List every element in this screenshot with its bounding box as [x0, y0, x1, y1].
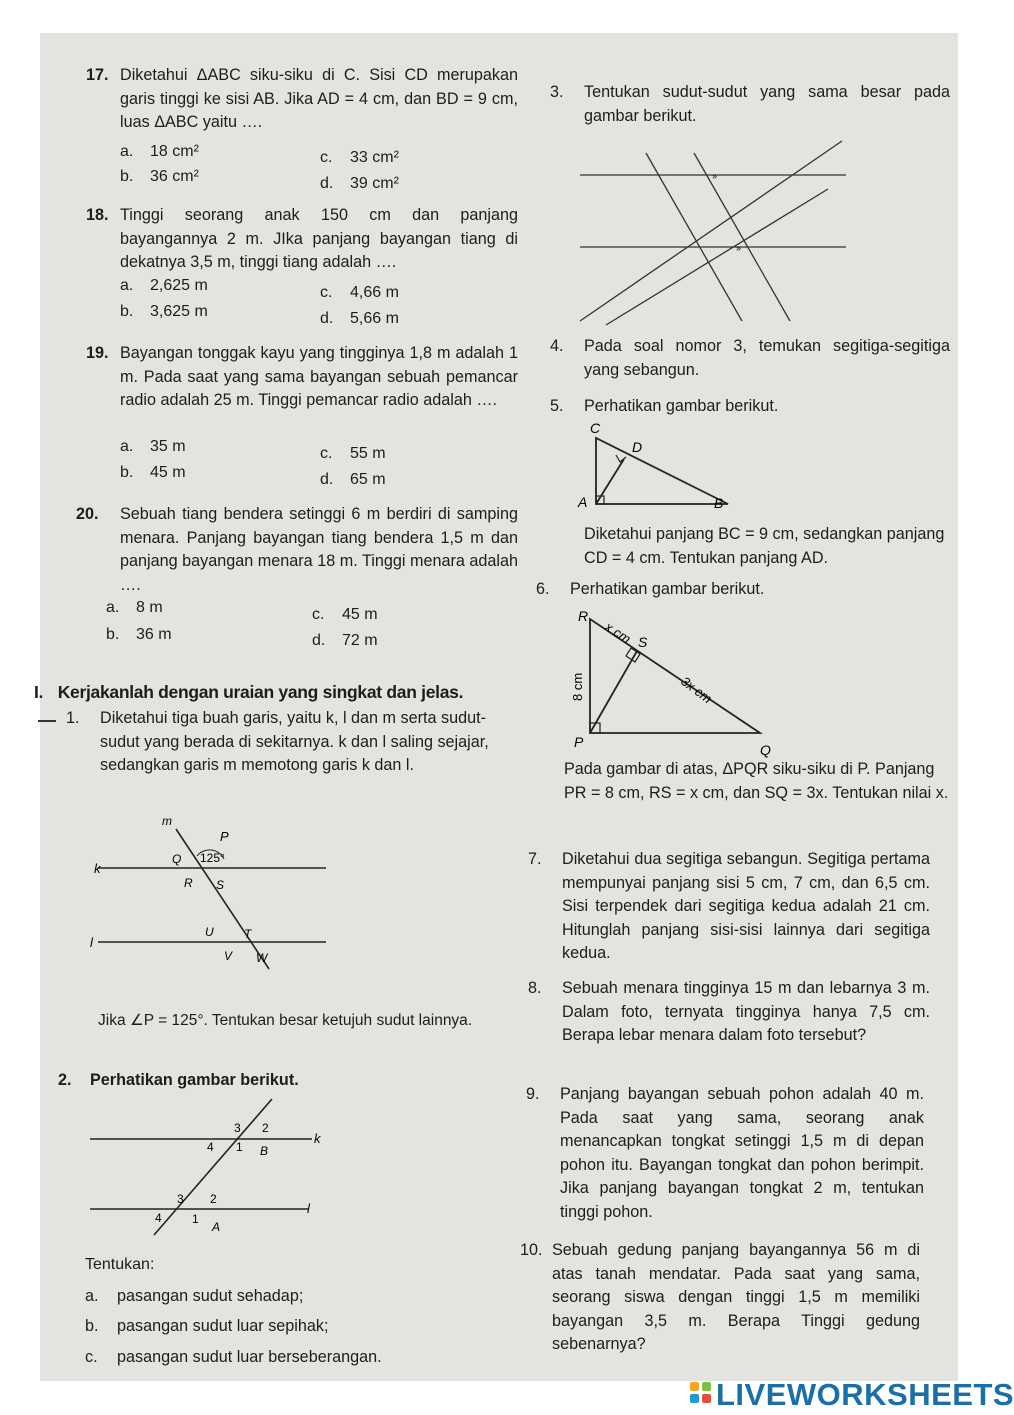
q20-option-d[interactable]: d. 72 m: [312, 632, 378, 649]
transversal: [154, 1099, 272, 1235]
label-4-top: 4: [207, 1140, 214, 1154]
label-4-bot: 4: [155, 1211, 162, 1225]
essay-question-1: 1. Diketahui tiga buah garis, yaitu k, l dan m serta sudut-sudut yang berada di sekitarnya. k dan l saling sejajar, sedangkan garis m memotong garis k dan l.: [66, 709, 489, 775]
q19-option-c[interactable]: c. 55 m: [320, 445, 386, 462]
label-W: W: [256, 951, 268, 965]
q17-option-c[interactable]: c. 33 cm²: [320, 149, 399, 166]
label-l: l: [90, 935, 93, 950]
label-1-bot: 1: [192, 1212, 199, 1226]
parallel-mark-2: »: [736, 243, 742, 253]
label-P: P: [220, 829, 229, 844]
segment-ps: [590, 651, 637, 733]
label-A: A: [578, 494, 588, 510]
label-l: l: [307, 1201, 310, 1216]
figure-triangle-abc: [570, 416, 750, 516]
essay-question-3: 3. Tentukan sudut-sudut yang sama besar pada gambar berikut.: [550, 83, 950, 125]
label-125: 125°: [200, 851, 225, 865]
q17-option-b[interactable]: b. 36 cm²: [120, 168, 199, 185]
label-k: k: [314, 1131, 321, 1146]
essay-question-6: 6. Perhatikan gambar berikut.: [536, 580, 765, 598]
label-A: A: [212, 1220, 221, 1234]
q18-option-c[interactable]: c. 4,66 m: [320, 284, 399, 301]
label-3-top: 3: [234, 1121, 241, 1135]
essay-question-7: 7. Diketahui dua segitiga sebangun. Segitiga pertama mempunyai panjang sisi 5 cm, 7 cm, dan 6,5 cm. Sisi terpendek dari segitiga kedua adalah 21 cm. Hitunglah panjang sisi-sisi lainnya dari segitiga kedua.: [528, 850, 930, 963]
label-m: m: [162, 814, 172, 828]
label-C: C: [590, 420, 601, 436]
question-17: 17. Diketahui ΔABC siku-siku di C. Sisi CD merupakan garis tinggi ke sisi AB. Jika AD = 4 cm, dan BD = 9 cm, luas ΔABC yaitu ….: [86, 66, 518, 132]
label-D: D: [632, 439, 643, 455]
figure-transversal-kl: [86, 1095, 376, 1245]
diagonal-2: [606, 189, 828, 325]
essay-question-2: 2. Perhatikan gambar berikut.: [58, 1071, 299, 1089]
q17-option-d[interactable]: d. 39 cm²: [320, 175, 399, 192]
q18-option-a[interactable]: a. 2,625 m: [120, 277, 208, 294]
liveworksheets-watermark: LIVEWORKSHEETS: [716, 1377, 1014, 1412]
question-18: 18. Tinggi seorang anak 150 cm dan panjang bayangannya 2 m. JIka panjang bayangan tiang di dekatnya 3,5 m, tinggi tiang adalah ….: [86, 206, 518, 272]
figure-triangle-pqr: [568, 605, 788, 760]
label-k: k: [94, 861, 101, 876]
q20-option-b[interactable]: b. 36 m: [106, 626, 172, 643]
label-8-cm: 8 cm: [570, 672, 585, 701]
label-1-top: 1: [236, 1140, 243, 1154]
worksheet-page: [34, 33, 958, 1381]
q2-item-c: c. pasangan sudut luar berseberangan.: [85, 1348, 382, 1366]
essay-q1-instruction: Jika ∠P = 125°. Tentukan besar ketujuh sudut lainnya.: [98, 1012, 473, 1029]
label-3x-cm: 3x cm: [678, 673, 715, 707]
label-3-bot: 3: [177, 1192, 184, 1206]
essay-question-8: 8. Sebuah menara tingginya 15 m dan lebarnya 3 m. Dalam foto, ternyata tingginya hanya 7,5 cm. Berapa lebar menara dalam foto tersebut?: [528, 979, 930, 1045]
section-heading: I. Kerjakanlah dengan uraian yang singkat dan jelas.: [34, 682, 464, 702]
label-Q: Q: [760, 742, 771, 758]
line-m: [176, 829, 269, 969]
parallel-mark-1: »: [712, 171, 718, 181]
q18-option-d[interactable]: d. 5,66 m: [320, 310, 399, 327]
essay-q5-given: Diketahui panjang BC = 9 cm, sedangkan panjang CD = 4 cm. Tentukan panjang AD.: [584, 525, 945, 567]
figure-parallel-lines-klm: [86, 811, 336, 976]
altitude-ad: [596, 459, 624, 504]
diagonal-1: [580, 141, 842, 321]
essay-question-10: 10. Sebuah gedung panjang bayangannya 56 m di atas tanah mendatar. Pada saat yang sama, seorang siswa dengan tinggi 1,5 m memiliki bayangan 3,5 m. Berapa Tinggi gedung sebenarnya?: [520, 1241, 920, 1354]
label-S: S: [638, 634, 648, 650]
label-S: S: [216, 878, 225, 892]
essay-question-4: 4. Pada soal nomor 3, temukan segitiga-segitiga yang sebangun.: [550, 337, 950, 379]
label-T: T: [244, 927, 252, 941]
margin-mark: [38, 720, 56, 722]
q20-option-a[interactable]: a. 8 m: [106, 599, 163, 616]
question-19: 19. Bayangan tonggak kayu yang tingginya 1,8 m adalah 1 m. Pada saat yang sama bayangan sebuah pemancar radio adalah 25 m. Tinggi pemancar radio adalah ….: [86, 344, 518, 410]
label-P: P: [574, 734, 584, 750]
label-R: R: [184, 876, 193, 890]
q19-option-d[interactable]: d. 65 m: [320, 471, 386, 488]
essay-q6-given: Pada gambar di atas, ΔPQR siku-siku di P. Panjang PR = 8 cm, RS = x cm, dan SQ = 3x. Tentukan nilai x.: [564, 760, 949, 802]
diagonal-4: [694, 153, 790, 321]
label-2-top: 2: [262, 1121, 269, 1135]
label-V: V: [224, 949, 233, 963]
q18-option-b[interactable]: b. 3,625 m: [120, 303, 208, 320]
q20-option-c[interactable]: c. 45 m: [312, 606, 378, 623]
tentukan-label: Tentukan:: [85, 1256, 155, 1273]
label-B: B: [260, 1144, 269, 1158]
label-R: R: [578, 608, 589, 624]
right-angle-d: [616, 455, 626, 462]
q2-item-b: b. pasangan sudut luar sepihak;: [85, 1317, 329, 1335]
label-U: U: [205, 925, 214, 939]
liveworksheets-logo-icon: [690, 1382, 712, 1406]
q2-item-a: a. pasangan sudut sehadap;: [85, 1287, 304, 1305]
label-Q: Q: [172, 852, 182, 866]
essay-question-9: 9. Panjang bayangan sebuah pohon adalah 40 m. Pada saat yang sama, seorang anak menancapkan tongkat setinggi 1,5 m di depan pohon itu. Bayangan tongkat dan pohon berimpit. Jika panjang bayangan tongkat 2 m, tentukan tinggi pohon.: [526, 1085, 924, 1221]
label-2-bot: 2: [210, 1192, 217, 1206]
q17-option-a[interactable]: a. 18 cm²: [120, 143, 199, 160]
figure-intersecting-lines: [576, 129, 876, 339]
essay-question-5: 5. Perhatikan gambar berikut.: [550, 397, 779, 415]
label-x-cm: x cm: [602, 618, 634, 647]
q19-option-b[interactable]: b. 45 m: [120, 464, 186, 481]
q19-option-a[interactable]: a. 35 m: [120, 438, 186, 455]
label-B: B: [714, 495, 724, 511]
diagonal-3: [646, 153, 742, 321]
question-20: 20. Sebuah tiang bendera setinggi 6 m berdiri di samping menara. Panjang bayangan tiang bendera 1,5 m dan panjang bayangan menara 18 m. Tinggi menara adalah ….: [76, 505, 518, 594]
